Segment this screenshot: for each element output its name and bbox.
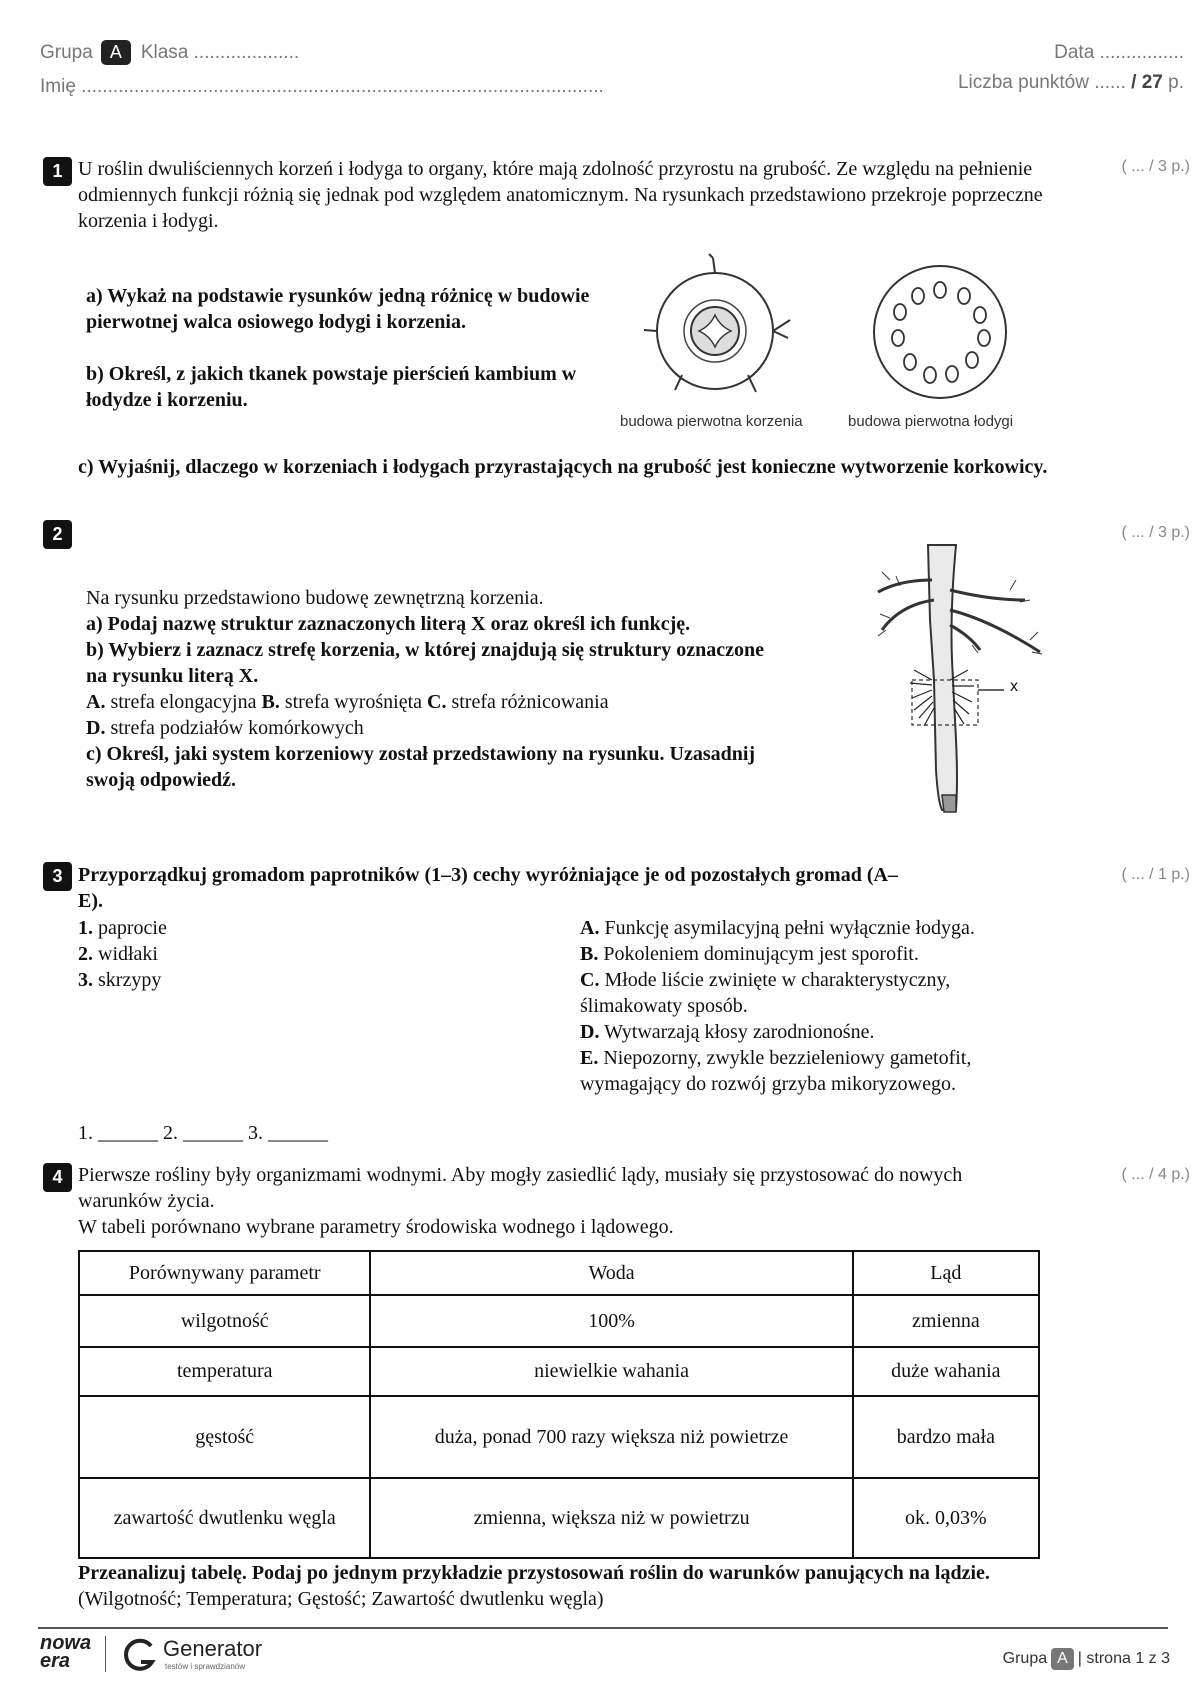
option-d-letter: D. <box>86 717 106 739</box>
table-header-row <box>79 1251 1039 1295</box>
question-4-intro: Pierwsze rośliny były organizmami wodnymi. Aby mogły zasiedlić lądy, musiały się przystosować do nowych warunków życia. <box>78 1164 963 1212</box>
option-c-letter: C. <box>427 691 447 713</box>
feature-text: Niepozorny, zwykle bezzieleniowy gametofit, wymagający do rozwój grzyba mikoryzowego. <box>580 1047 972 1095</box>
question-1-task-b: b) Określ, z jakich tkanek powstaje pierścień kambium w łodydze i korzeniu. <box>86 363 577 411</box>
table-cell: gęstość <box>79 1396 370 1478</box>
group-label: Grupa <box>40 42 93 63</box>
table-cell: 100% <box>370 1295 852 1347</box>
table-cell: duże wahania <box>853 1347 1039 1396</box>
group-text: widłaki <box>98 943 158 965</box>
points-field <box>958 72 1184 94</box>
table-cell: temperatura <box>79 1347 370 1396</box>
feature-text: Młode liście zwinięte w charakterystyczny, ślimakowaty sposób. <box>580 969 951 1017</box>
footer-page-info <box>1003 1648 1170 1670</box>
group-num: 1. <box>78 917 93 939</box>
question-1-number: 1 <box>43 157 72 186</box>
stem-cross-section-illustration <box>860 260 1030 410</box>
question-2-number: 2 <box>43 520 72 549</box>
group-list <box>78 915 167 993</box>
table-row <box>79 1347 1039 1396</box>
feature-item <box>580 915 1040 941</box>
feature-letter: D. <box>580 1021 600 1043</box>
group-item <box>78 915 167 941</box>
class-field[interactable]: Klasa .................... <box>140 42 300 63</box>
group-badge: A <box>101 40 131 65</box>
caption-stem: budowa pierwotna łodygi <box>848 413 1014 430</box>
comparison-table <box>78 1250 1040 1559</box>
question-3-number: 3 <box>43 862 72 891</box>
group-item <box>78 967 167 993</box>
table-cell: zmienna, większa niż w powietrzu <box>370 1478 852 1558</box>
points-label[interactable]: Liczba punktów ...... <box>957 72 1126 93</box>
date-field[interactable]: Data ................ <box>1054 42 1184 63</box>
question-1-task-c: c) Wyjaśnij, dlaczego w korzeniach i łodygach przyrastających na grubość jest konieczne wytworzenie korkowicy. <box>78 456 1048 478</box>
answer-line[interactable]: 1. ______ 2. ______ 3. ______ <box>78 1122 328 1144</box>
table-header: Porównywany parametr <box>79 1251 370 1295</box>
question-4-task-normal: (Wilgotność; Temperatura; Gęstość; Zawartość dwutlenku węgla) <box>78 1588 604 1610</box>
generator-logo-icon <box>121 1637 159 1675</box>
table-header: Woda <box>370 1251 852 1295</box>
root-cross-section-illustration <box>620 252 800 422</box>
footer-group-badge: A <box>1051 1648 1074 1670</box>
option-a-letter: A. <box>86 691 106 713</box>
logo-nowa: nowa <box>40 1632 92 1654</box>
footer-page-label: | strona 1 z 3 <box>1077 1650 1170 1667</box>
feature-letter: E. <box>580 1047 599 1069</box>
feature-item <box>580 1045 1040 1097</box>
question-3-points: ( ... / 1 p.) <box>1121 866 1190 883</box>
question-4-intro2: W tabeli porównano wybrane parametry środowiska wodnego i lądowego. <box>78 1216 674 1238</box>
table-cell: wilgotność <box>79 1295 370 1347</box>
footer-group-label: Grupa <box>1002 1650 1048 1667</box>
footer-divider <box>38 1627 1168 1629</box>
feature-list <box>580 915 1040 1097</box>
header-group <box>40 40 299 65</box>
feature-text: Wytwarzają kłosy zarodnionośne. <box>604 1021 875 1043</box>
option-b-text[interactable]: strefa wyrośnięta <box>284 691 423 713</box>
question-2-task-a: a) Podaj nazwę struktur zaznaczonych literą X oraz określ ich funkcję. <box>86 613 691 635</box>
feature-item <box>580 967 1040 1019</box>
question-2-option-d <box>86 715 806 741</box>
generator-title: Generator <box>163 1636 263 1661</box>
table-cell: zawartość dwutlenku węgla <box>79 1478 370 1558</box>
group-num: 2. <box>78 943 93 965</box>
generator-subtitle: testów i sprawdzianów <box>165 1662 246 1671</box>
points-suffix: p. <box>1168 72 1184 93</box>
table-cell: niewielkie wahania <box>370 1347 852 1396</box>
feature-letter: C. <box>580 969 600 991</box>
group-text: paprocie <box>98 917 167 939</box>
question-4-task-bold: Przeanalizuj tabelę. Podaj po jednym przykładzie przystosowań roślin do warunków panujących na lądzie. <box>78 1562 990 1584</box>
feature-item <box>580 1019 1040 1045</box>
table-cell: duża, ponad 700 razy większa niż powietrze <box>370 1396 852 1478</box>
table-cell: zmienna <box>853 1295 1039 1347</box>
table-header: Ląd <box>853 1251 1039 1295</box>
question-2-text <box>86 585 806 793</box>
question-4-number: 4 <box>43 1163 72 1192</box>
points-total: / 27 <box>1131 72 1163 93</box>
question-1-task-a: a) Wykaż na podstawie rysunków jedną różnicę w budowie pierwotnej walca osiowego łodygi i korzenia. <box>86 285 590 333</box>
label-x: x <box>1010 678 1018 695</box>
option-d-text[interactable]: strefa podziałów komórkowych <box>110 717 364 739</box>
table-cell: ok. 0,03% <box>853 1478 1039 1558</box>
question-3-intro: Przyporządkuj gromadom paprotników (1–3) cechy wyróżniające je od pozostałych gromad (A–E). <box>78 864 898 912</box>
question-2-task-b: b) Wybierz i zaznacz strefę korzenia, w której znajdują się struktury oznaczone na rysunku literą X. <box>86 639 765 687</box>
question-2-points: ( ... / 3 p.) <box>1121 524 1190 541</box>
table-row <box>79 1478 1039 1558</box>
feature-text: Funkcję asymilacyjną pełni wyłącznie łodyga. <box>604 917 975 939</box>
feature-letter: B. <box>580 943 599 965</box>
feature-text: Pokoleniem dominującym jest sporofit. <box>603 943 919 965</box>
table-row <box>79 1295 1039 1347</box>
root-external-illustration <box>860 540 1050 825</box>
question-1-points: ( ... / 3 p.) <box>1121 158 1190 175</box>
question-1-intro: U roślin dwuliściennych korzeń i łodyga to organy, które mają zdolność przyrostu na grubość. Ze względu na pełnienie odmiennych funkcji różnią się jednak pod względem anatomicznym. Na rysunkach przedstawiono przekroje poprzeczne korzenia i łodygi. <box>78 158 1043 232</box>
option-a-text[interactable]: strefa elongacyjna <box>110 691 257 713</box>
question-4-task <box>78 1560 1088 1612</box>
table-cell: bardzo mała <box>853 1396 1039 1478</box>
group-item <box>78 941 167 967</box>
option-b-letter: B. <box>261 691 280 713</box>
question-2-task-c: c) Określ, jaki system korzeniowy został przedstawiony na rysunku. Uzasadnij swoją odpowiedź. <box>86 743 756 791</box>
feature-item <box>580 941 1040 967</box>
question-2-options-abc <box>86 689 806 715</box>
option-c-text[interactable]: strefa różnicowania <box>451 691 609 713</box>
nowa-era-logo <box>40 1634 91 1670</box>
name-field[interactable]: Imię ................................................................................................... <box>40 76 604 97</box>
footer-logo-separator <box>105 1636 106 1672</box>
feature-letter: A. <box>580 917 600 939</box>
caption-root: budowa pierwotna korzenia <box>620 413 803 430</box>
question-4-points: ( ... / 4 p.) <box>1121 1166 1190 1183</box>
group-num: 3. <box>78 969 93 991</box>
table-row <box>79 1396 1039 1478</box>
logo-era: era <box>40 1650 71 1672</box>
question-2-intro: Na rysunku przedstawiono budowę zewnętrzną korzenia. <box>86 587 544 609</box>
group-text: skrzypy <box>98 969 162 991</box>
